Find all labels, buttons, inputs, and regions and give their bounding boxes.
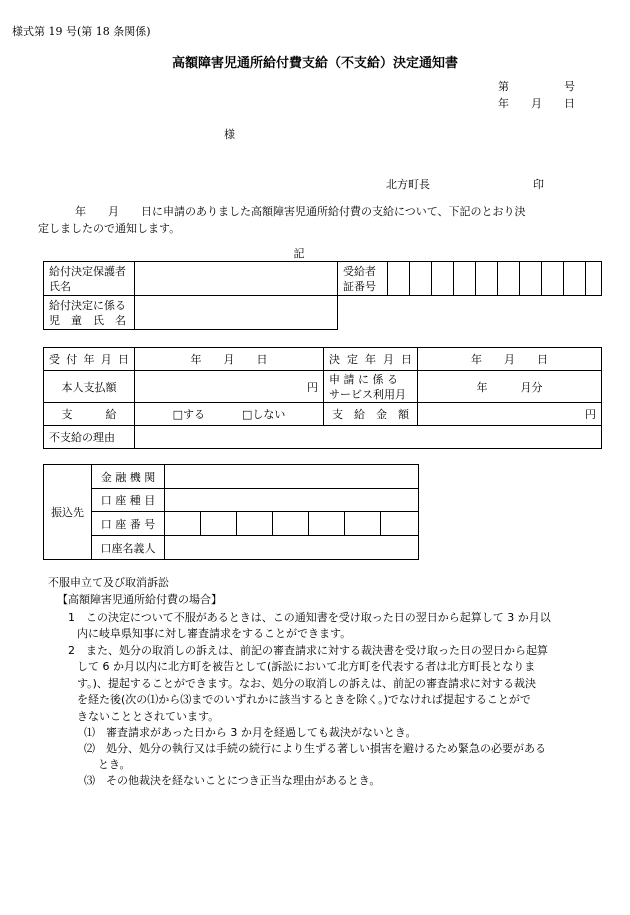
payment-choice [135,403,324,426]
sub-note-2-line-2: とき。 [98,758,131,771]
table1-blank [338,296,602,330]
self-pay-label: 本人支払額 [44,371,135,403]
note-2-line-4: を経た後(次の⑴から⑶までのいずれかに該当するときを除く。)でなければ提起することがで [77,693,531,706]
guardian-table [43,261,602,330]
account-digit-cell[interactable] [309,512,345,536]
payment-amount-label: 支 給 金 額 [324,403,418,426]
recipient-digit-cell[interactable] [542,262,564,296]
service-month-label: 申 請 に 係 る サービス利用月 [324,371,418,403]
sub-note-1: ⑴ 審査請求があった日から 3 か月を経過しても裁決がないとき。 [84,726,417,739]
sub-note-2-line-1: ⑵ 処分、処分の執行又は手続の続行により生ずる著しい損害を避けるため緊急の必要がある [84,742,546,755]
recipient-digit-cell[interactable] [454,262,476,296]
recipient-digit-cell[interactable] [564,262,586,296]
reason-label: 不支給の理由 [44,426,135,449]
decision-date-field[interactable]: 年 月 日 [418,348,602,371]
pay-yes-checkbox[interactable]: □する [172,408,205,421]
account-digit-cell[interactable] [381,512,419,536]
account-digit-cell[interactable] [237,512,273,536]
service-month-field[interactable]: 年 月分 [418,371,602,403]
reason-field[interactable] [135,426,602,449]
transfer-table [43,464,419,560]
self-pay-field[interactable]: 円 [135,371,324,403]
issuer-name: 北方町長 [386,178,430,191]
document-date: 年 月 日 [498,97,575,110]
account-holder-label: 口座名義人 [92,536,165,560]
note-2-line-3: す。)、提起することができます。なお、処分の取消しの訴えは、前記の審査請求に対する裁決 [77,677,537,690]
account-type-label: 口 座 種 目 [92,489,165,512]
note-1-line-1: 1 この決定について不服があるときは、この通知書を受け取った日の翌日から起算して 3 か月以 [68,611,551,624]
account-digit-cell[interactable] [201,512,237,536]
pay-no-checkbox[interactable]: □しない [242,408,286,421]
form-number: 様式第 19 号(第 18 条関係) [12,25,151,38]
bank-field[interactable] [165,465,419,489]
recipient-number-label: 受給者 証番号 [338,262,388,296]
decision-date-label: 決 定 年 月 日 [324,348,418,371]
seal-mark: 印 [533,178,544,191]
note-1-line-2: 内に岐阜県知事に対し審査請求をすることができます。 [77,627,352,640]
account-holder-field[interactable] [165,536,419,560]
note-2-line-1: 2 また、処分の取消しの訴えは、前記の審査請求に対する裁決書を受け取った日の翌日から起算 [68,644,548,657]
account-digit-cell[interactable] [165,512,201,536]
child-name-label: 給付決定に係る 児 童 氏 名 [44,296,135,330]
guardian-name-label: 給付決定保護者 氏名 [44,262,135,296]
page-title: 高額障害児通所給付費支給（不支給）決定通知書 [171,56,458,71]
note-2-line-5: きないこととされています。 [77,710,220,723]
decision-table [43,347,602,449]
note-2-line-2: して 6 か月以内に北方町を被告として(訴訟において北方町を代表する者は北方町長となりま [77,660,536,673]
bank-label: 金 融 機 関 [92,465,165,489]
payment-amount-field[interactable]: 円 [418,403,602,426]
recipient-digit-cell[interactable] [498,262,520,296]
document-number: 第 号 [498,80,575,93]
recipient-digit-cell[interactable] [586,262,602,296]
account-digit-cell[interactable] [273,512,309,536]
sub-note-3: ⑶ その他裁決を経ないことにつき正当な理由があるとき。 [84,774,381,787]
addressee-suffix: 様 [224,128,235,141]
notes-heading: 不服申立て及び取消訴訟 [48,576,169,589]
notes-subheading: 【高額障害児通所給付費の場合】 [57,593,222,606]
body-line-2: 定しましたので通知します。 [38,222,181,235]
ki-heading: 記 [293,247,305,260]
transfer-label: 振込先 [44,465,92,560]
child-name-field[interactable] [135,296,338,330]
recipient-digit-cell[interactable] [410,262,432,296]
payment-label: 支 給 [44,403,135,426]
receipt-date-label: 受付年月日 [44,348,135,371]
account-digit-cell[interactable] [345,512,381,536]
recipient-digit-cell[interactable] [476,262,498,296]
recipient-digit-cell[interactable] [388,262,410,296]
receipt-date-field[interactable]: 年 月 日 [135,348,324,371]
account-number-label: 口 座 番 号 [92,512,165,536]
recipient-digit-cell[interactable] [520,262,542,296]
account-type-field[interactable] [165,489,419,512]
recipient-digit-cell[interactable] [432,262,454,296]
guardian-name-field[interactable] [135,262,338,296]
body-line-1: 年 月 日に申請のありました高額障害児通所給付費の支給について、下記のとおり決 [75,205,526,218]
